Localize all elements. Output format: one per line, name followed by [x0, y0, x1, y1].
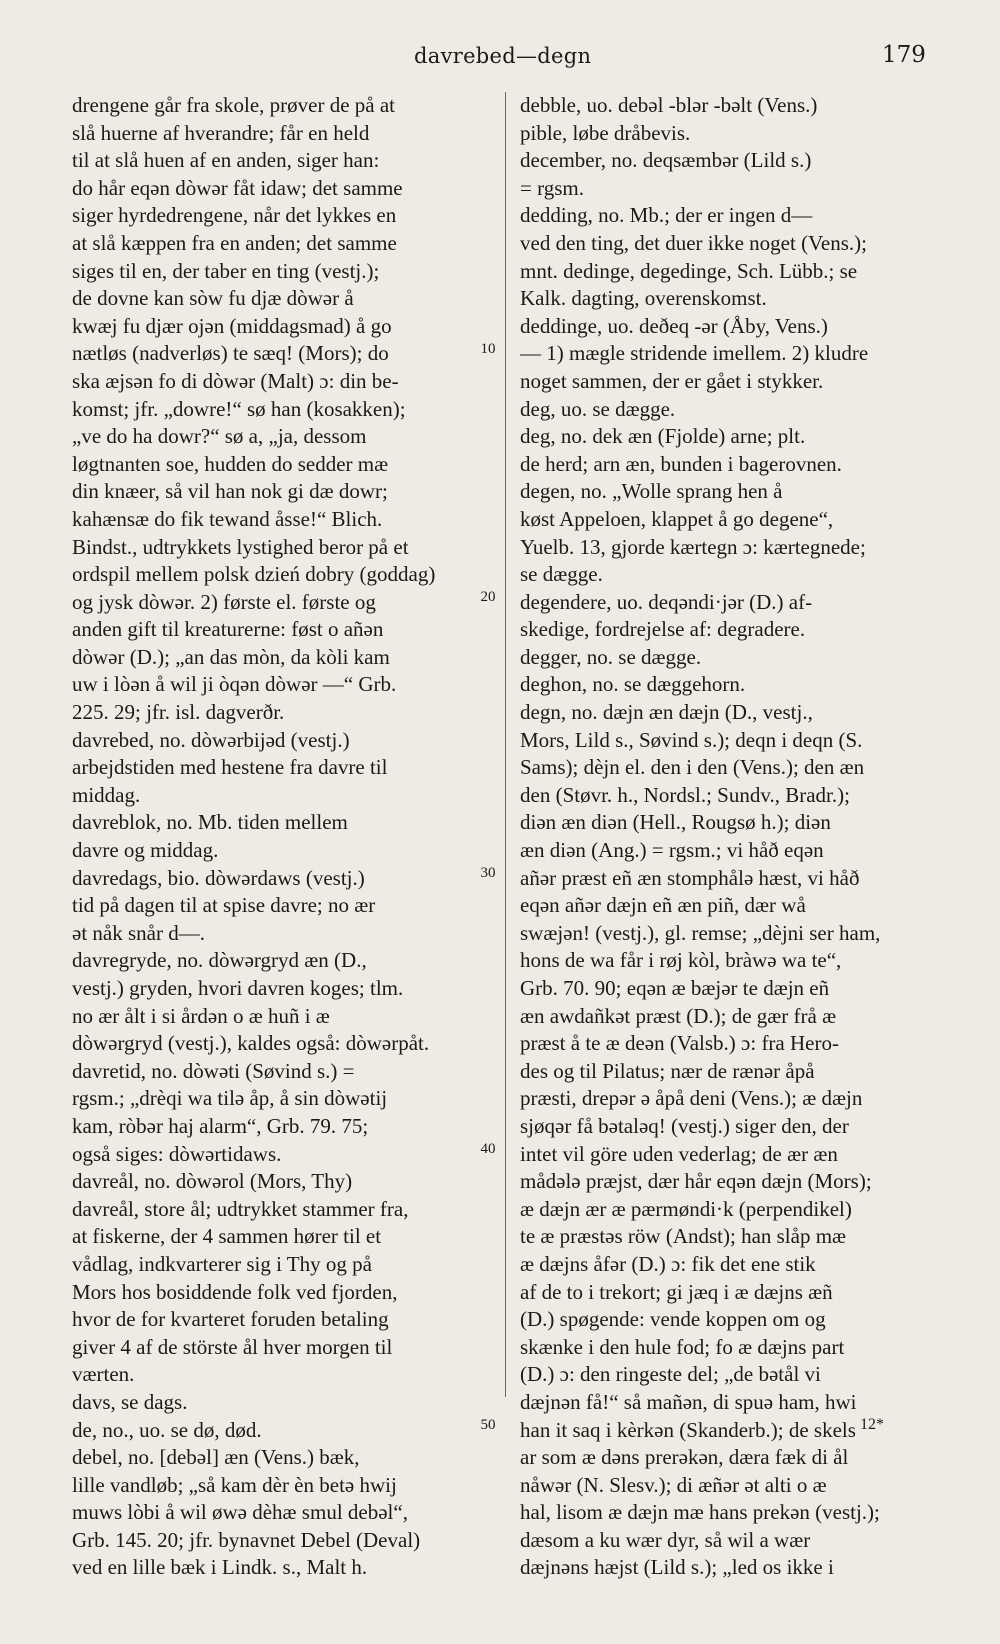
text-line: at slå kæppen fra en anden; det samme — [72, 230, 397, 255]
text-line: degendere, uo. deqəndi·jər (D.) af- — [520, 589, 813, 614]
text-line: Kalk. dagting, overenskomst. — [520, 286, 767, 311]
text-line: swæjən! (vestj.), gl. remse; „dèjni ser ham, — [520, 920, 881, 945]
text-line: og jysk dòwər. 2) første el. første og — [72, 589, 376, 614]
text-line: nåwər (N. Slesv.); di æñər ət alti o æ — [520, 1472, 827, 1497]
text-line: december, no. deqsæmbər (Lild s.) — [520, 148, 812, 173]
text-line: (D.) spøgende: vende koppen om og — [520, 1307, 826, 1332]
text-line: ordspil mellem polsk dzień dobry (goddag) — [72, 562, 436, 587]
text-line: arbejdstiden med hestene fra davre til — [72, 755, 388, 780]
text-line: 225. 29; jfr. isl. dagverðr. — [72, 700, 285, 725]
running-title: davrebed—degn — [414, 44, 592, 68]
text-line: kam, ròbər haj alarm“, Grb. 79. 75; — [72, 1113, 369, 1138]
text-line: ved en lille bæk i Lindk. s., Malt h. — [72, 1555, 368, 1580]
line-number-40: 40 — [480, 1141, 496, 1157]
text-line: dedding, no. Mb.; der er ingen d— — [520, 203, 813, 228]
text-line: giver 4 af de störste ål hver morgen til — [72, 1334, 393, 1359]
text-line: æn diən (Ang.) = rgsm.; vi håð eqən — [520, 838, 824, 863]
page-number: 179 — [882, 42, 926, 68]
text-line: davre og middag. — [72, 838, 219, 863]
text-line: „ve do ha dowr?“ sø a, „ja, dessom — [72, 424, 367, 449]
text-line: debble, uo. debəl -blər -bəlt (Vens.) — [520, 93, 818, 117]
text-line: hal, lisom æ dæjn mæ hans prekən (vestj.); — [520, 1500, 880, 1525]
text-line: præsti, drepər ə åpå deni (Vens.); æ dæjn — [520, 1086, 863, 1111]
text-line: værten. — [72, 1362, 135, 1387]
text-line: añər præst eñ æn stomphålə hæst, vi håð — [520, 865, 860, 890]
text-line: middag. — [72, 782, 141, 807]
text-line: noget sammen, der er gået i stykker. — [520, 368, 824, 393]
text-line: de herd; arn æn, bunden i bagerovnen. — [520, 451, 842, 476]
text-line: diən æn diən (Hell., Rougsø h.); diən — [520, 810, 831, 835]
text-line: dòwər (D.); „an das mòn, da kòli kam — [72, 644, 390, 669]
text-line: davreål, no. dòwərol (Mors, Thy) — [72, 1169, 353, 1194]
text-line: den (Støvr. h., Nordsl.; Sundv., Bradr.); — [520, 782, 850, 807]
text-line: ved den ting, det duer ikke noget (Vens.); — [520, 230, 867, 255]
text-line: te æ præstəs röw (Andst); han slåp mæ — [520, 1224, 847, 1249]
text-line: ar som æ dəns prerəkən, dæra fæk di ål — [520, 1445, 849, 1470]
text-line: køst Appeloen, klappet å go degene“, — [520, 506, 834, 531]
text-line: hons de wa får i røj kòl, bràwə wa te“, — [520, 948, 842, 973]
line-number-10: 10 — [480, 341, 496, 357]
text-line: lille vandløb; „så kam dèr èn betə hwij — [72, 1472, 397, 1497]
text-line: dæsom a ku wær dyr, så wil a wær — [520, 1527, 811, 1552]
line-number-30: 30 — [480, 865, 496, 881]
text-line: uw i lòən å wil ji òqən dòwər —“ Grb. — [72, 672, 397, 697]
text-line: hvor de for kvarteret foruden betaling — [72, 1307, 389, 1332]
signature-mark: 12* — [860, 1416, 884, 1433]
text-line: kwæj fu djær ojən (middagsmad) å go — [72, 313, 392, 338]
text-line: do hår eqən dòwər fåt idaw; det samme — [72, 175, 403, 200]
text-line: pible, løbe dråbevis. — [520, 120, 691, 145]
text-line: at fiskerne, der 4 sammen hører til et — [72, 1224, 382, 1249]
text-line: æn awdañkət præst (D.); de gær frå æ — [520, 1003, 837, 1028]
text-line: de, no., uo. se dø, død. — [72, 1417, 262, 1442]
text-line: dæjnəns hæjst (Lild s.); „led os ikke i — [520, 1555, 834, 1580]
line-number-20: 20 — [480, 589, 496, 605]
text-line: anden gift til kreaturerne: føst o añən — [72, 617, 384, 642]
text-line: tid på dagen til at spise davre; no ær — [72, 893, 376, 918]
text-line: ska æjsən fo di dòwər (Malt) ɔ: din be- — [72, 368, 399, 393]
running-head — [0, 42, 1000, 74]
text-line: mnt. dedinge, degedinge, Sch. Lübb.; se — [520, 258, 858, 283]
text-line: degn, no. dæjn æn dæjn (D., vestj., — [520, 700, 813, 725]
text-line: ət nåk snår d—. — [72, 920, 205, 945]
text-line: komst; jfr. „dowre!“ sø han (kosakken); — [72, 396, 406, 421]
text-line: deddinge, uo. deðeq -ər (Åby, Vens.) — [520, 313, 828, 338]
text-line: kahænsæ do fik tewand åsse!“ Blich. — [72, 506, 383, 531]
text-line: nætløs (nadverløs) te sæq! (Mors); do — [72, 341, 389, 366]
text-line: præst å te æ deən (Valsb.) ɔ: fra Hero- — [520, 1031, 839, 1056]
text-line: debel, no. [debəl] æn (Vens.) bæk, — [72, 1445, 360, 1470]
text-line: æ dæjn ær æ pærmøndi·k (perpendikel) — [520, 1196, 852, 1221]
text-line: æ dæjns åfər (D.) ɔ: fik det ene stik — [520, 1251, 816, 1276]
text-line: Yuelb. 13, gjorde kærtegn ɔ: kærtegnede; — [520, 534, 866, 559]
text-line: vådlag, indkvarterer sig i Thy og på — [72, 1251, 372, 1276]
text-line: sjøqər få bətaləq! (vestj.) siger den, der — [520, 1113, 849, 1138]
text-line: de dovne kan sòw fu djæ dòwər å — [72, 286, 354, 311]
text-line: deghon, no. se dæggehorn. — [520, 672, 746, 697]
text-line: mådələ præjst, dær hår eqən dæjn (Mors); — [520, 1169, 872, 1194]
text-line: davrebed, no. dòwərbijəd (vestj.) — [72, 727, 350, 752]
text-line: af de to i trekort; gi jæq i æ dæjns æñ — [520, 1279, 833, 1304]
text-line: davreblok, no. Mb. tiden mellem — [72, 810, 348, 835]
line-number-50: 50 — [480, 1417, 496, 1433]
text-line: skænke i den hule fod; fo æ dæjns part — [520, 1334, 845, 1359]
text-line: dæjnən få!“ så mañən, di spuə ham, hwi — [520, 1389, 857, 1414]
text-line: Mors hos bosiddende folk ved fjorden, — [72, 1279, 398, 1304]
text-line: han it saq i kèrkən (Skanderb.); de skels — [520, 1417, 856, 1442]
text-line: Grb. 145. 20; jfr. bynavnet Debel (Deval) — [72, 1527, 421, 1552]
text-line: davredags, bio. dòwərdaws (vestj.) — [72, 865, 365, 890]
text-line: muws lòbi å wil øwə dèhæ smul debəl“, — [72, 1500, 408, 1525]
text-line: siger hyrdedrengene, når det lykkes en — [72, 203, 397, 228]
text-line: davs, se dags. — [72, 1389, 188, 1414]
left-column — [72, 92, 482, 1582]
column-divider — [505, 92, 506, 1397]
text-line: Bindst., udtrykkets lystighed beror på et — [72, 534, 409, 559]
text-line: degen, no. „Wolle sprang hen å — [520, 479, 783, 504]
text-line: = rgsm. — [520, 175, 584, 200]
text-line: Mors, Lild s., Søvind s.); deqn i deqn (S. — [520, 727, 863, 752]
text-line: deg, no. dek æn (Fjolde) arne; plt. — [520, 424, 806, 449]
text-line: Sams); dèjn el. den i den (Vens.); den æn — [520, 755, 865, 780]
text-line: rgsm.; „drèqi wa tilə åp, å sin dòwətij — [72, 1086, 388, 1111]
text-line: din knæer, så vil han nok gi dæ dowr; — [72, 479, 388, 504]
text-line: løgtnanten soe, hudden do sedder mæ — [72, 451, 389, 476]
text-line: davregryde, no. dòwərgryd æn (D., — [72, 948, 367, 973]
text-line: slå huerne af hverandre; får en held — [72, 120, 370, 145]
text-line: davreål, store ål; udtrykket stammer fra, — [72, 1196, 409, 1221]
text-line: — 1) mægle stridende imellem. 2) kludre — [520, 341, 869, 366]
text-line: vestj.) gryden, hvori davren koges; tlm. — [72, 976, 404, 1000]
text-line: (D.) ɔ: den ringeste del; „de bətål vi — [520, 1362, 821, 1387]
text-line: dòwərgryd (vestj.), kaldes også: dòwərpåt. — [72, 1031, 430, 1056]
text-line: også siges: dòwərtidaws. — [72, 1141, 282, 1166]
text-line: Grb. 70. 90; eqən æ bæjər te dæjn eñ — [520, 976, 830, 1000]
text-line: eqən añər dæjn eñ æn piñ, dær wå — [520, 893, 806, 918]
text-line: des og til Pilatus; nær de rænər åpå — [520, 1058, 815, 1083]
right-column — [520, 92, 920, 1582]
text-line: se dægge. — [520, 562, 603, 587]
text-line: degger, no. se dægge. — [520, 644, 702, 669]
text-line: drengene går fra skole, prøver de på at — [72, 93, 396, 117]
text-line: intet vil göre uden vederlag; de ær æn — [520, 1141, 838, 1166]
text-line: til at slå huen af en anden, siger han: — [72, 148, 380, 173]
text-line: siges til en, der taber en ting (vestj.); — [72, 258, 380, 283]
text-line: davretid, no. dòwəti (Søvind s.) = — [72, 1058, 355, 1083]
text-line: deg, uo. se dægge. — [520, 396, 676, 421]
text-line: no ær ålt i si årdən o æ huñ i æ — [72, 1003, 330, 1028]
text-line: skedige, fordrejelse af: degradere. — [520, 617, 806, 642]
